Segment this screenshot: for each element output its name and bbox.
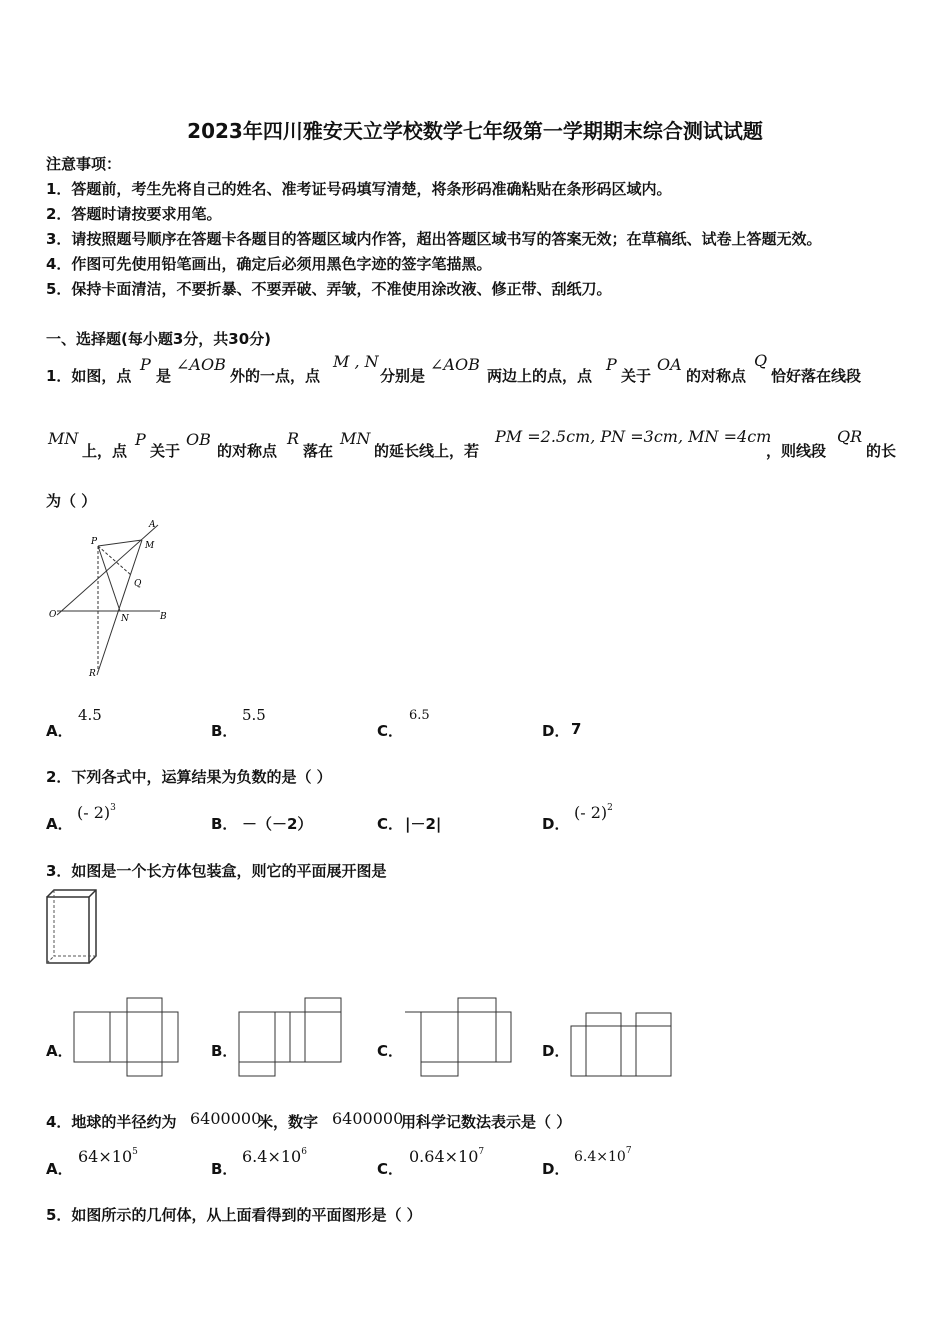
q1-qr: QR [837,427,863,446]
q1-text: 关于 [150,442,181,460]
q5-stem: 5．如图所示的几何体，从上面看得到的平面图形是（ ） [46,1206,422,1224]
q4-option-a-value: $64\times 10^5$ [78,1147,138,1166]
q1-oa: OA [657,355,682,374]
q1-text: 的对称点 [217,442,278,460]
q4-option-c-label: C． [377,1160,404,1178]
box-edge [89,890,96,897]
q4-option-d-label: D． [542,1160,570,1178]
q1-option-c-value: 6.5 [409,708,430,723]
q1-text: 的长 [866,442,897,460]
q4-text: 用科学记数法表示是（ ） [401,1113,572,1131]
q2-option-d-label: D． [542,815,570,833]
q1-point-p: P [140,355,151,374]
q1-text: 的对称点 [686,367,747,385]
q1-point-q: Q [754,351,768,370]
q2-option-c-value: |－2| [405,815,442,833]
q3-option-a-label: A． [46,1042,73,1060]
q2-option-b-label: B． [211,815,238,833]
q1-angle: ∠AOB [430,355,480,374]
q3-stem: 3．如图是一个长方体包装盒，则它的平面展开图是 [46,862,387,880]
note-item: 3．请按照题号顺序在答题卡各题目的答题区域内作答，超出答题区域书写的答案无效；在草稿纸、试卷上答题无效。 [46,230,822,248]
q4-option-a-label: A． [46,1160,73,1178]
note-item: 4．作图可先使用铅笔画出，确定后必须用黑色字迹的签字笔描黑。 [46,255,492,273]
q1-text: 分别是 [380,367,426,385]
q1-points-mn: M , N [333,352,379,371]
q1-text: 的延长线上，若 [374,442,480,460]
label-r: R [89,669,96,679]
q1-option-c-label: C． [377,722,404,740]
q1-point-r: R [287,429,300,448]
q2-option-d-value: (- 2)$^2$ [574,803,613,822]
label-b: B [160,612,167,622]
note-item: 2．答题时请按要求用笔。 [46,205,222,223]
page-title: 2023年四川雅安天立学校数学七年级第一学期期末综合测试试题 [187,119,763,143]
box-hidden-edge [47,956,54,963]
q1-point-p: P [135,430,146,449]
note-item: 1．答题前，考生先将自己的姓名、准考证号码填写清楚，将条形码准确粘贴在条形码区域内。 [46,180,672,198]
q2-stem: 2．下列各式中，运算结果为负数的是（ ） [46,768,332,786]
q2-option-b-value: －（－2） [242,815,313,833]
q3-box-figure [44,887,102,967]
ray-oa [57,525,158,615]
segment-pn [98,546,120,611]
section-heading: 一、选择题(每小题3分，共30分) [46,330,272,348]
note-item: 5．保持卡面清洁，不要折暴、不要弄破、弄皱，不准使用涂改液、修正带、刮纸刀。 [46,280,612,298]
q1-text: 外的一点，点 [230,367,321,385]
q1-text: ，则线段 [766,442,827,460]
q2-option-a-value: (- 2)$^3$ [77,803,116,822]
q1-option-a-value: 4.5 [78,706,102,724]
q1-text: 关于 [621,367,652,385]
q1-condition: PM =2.5cm, PN =3cm, MN =4cm [495,427,772,446]
q4-option-b-label: B． [211,1160,238,1178]
q1-text: 两边上的点，点 [487,367,593,385]
q4-option-d-value: $6.4\times 10^7$ [574,1146,632,1165]
q3-option-c-label: C． [377,1042,404,1060]
q1-option-b-label: B． [211,722,238,740]
q3-option-d-label: D． [542,1042,570,1060]
q1-text: 上，点 [82,442,128,460]
q2-option-c-label: C． [377,815,404,833]
q4-text: 米，数字 [258,1113,319,1131]
q1-option-d-label: D． [542,722,570,740]
q1-text: 1．如图，点 [46,367,132,385]
q1-geometry-figure [45,515,175,685]
q3-net-b [235,995,347,1080]
q3-net-d [566,1008,678,1083]
label-o: O [49,610,57,620]
label-n: N [121,614,129,624]
q1-option-a-label: A． [46,722,73,740]
q1-text: 恰好落在线段 [771,367,862,385]
q1-mn: MN [340,429,371,448]
q3-net-c [401,995,516,1080]
line-mr [97,540,142,675]
q4-text: 4．地球的半径约为 [46,1113,177,1131]
q3-net-a [70,995,182,1080]
q3-option-b-label: B． [211,1042,238,1060]
q4-number: 6400000 [190,1109,262,1128]
q4-number: 6400000 [332,1109,404,1128]
q2-option-a-label: A． [46,815,73,833]
label-a: A [149,520,156,530]
box-front [47,897,89,963]
q1-ob: OB [186,430,211,449]
q1-text: 是 [156,367,172,385]
label-q: Q [134,579,142,589]
q1-option-d-value: 7 [571,720,582,738]
notes-heading: 注意事项： [46,155,122,173]
q1-angle: ∠AOB [176,355,226,374]
q4-option-b-value: $6.4\times 10^6$ [242,1147,307,1166]
q1-point-p: P [606,355,617,374]
label-p: P [91,537,98,547]
q1-option-b-value: 5.5 [242,706,266,724]
q1-text: 落在 [303,442,334,460]
q1-text: 为（ ） [46,492,97,510]
q1-mn: MN [48,429,79,448]
q4-option-c-value: $0.64\times 10^7$ [409,1147,485,1166]
label-m: M [145,541,155,551]
